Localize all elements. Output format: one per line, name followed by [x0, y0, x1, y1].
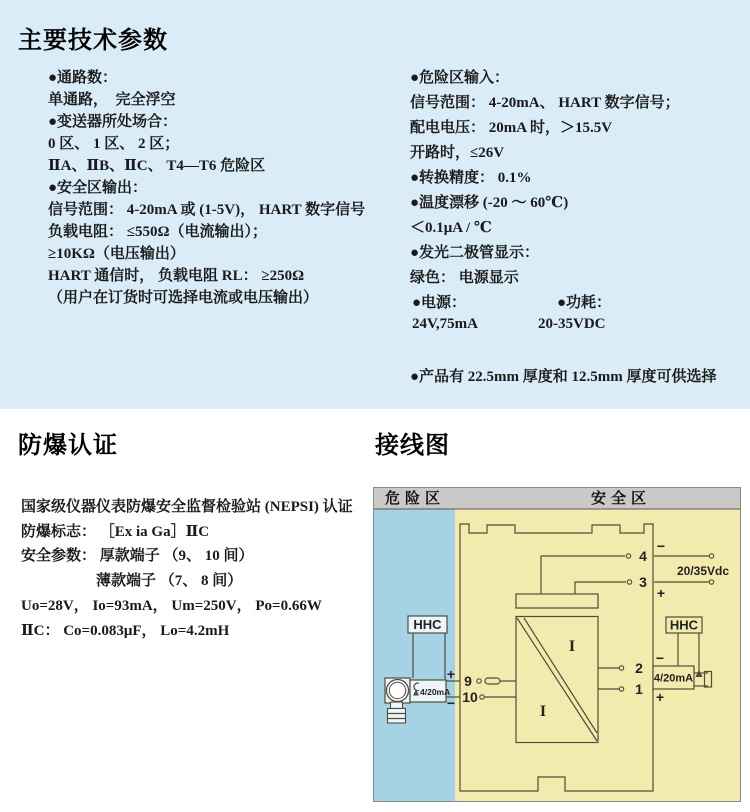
text-line: 负载电阻： ≤550Ω（电流输出）； — [48, 224, 267, 240]
load-minus-sign: − — [655, 650, 665, 666]
transmitter-neck — [391, 702, 403, 709]
power-value: 24V,75mA — [412, 316, 478, 332]
terminal-3-label: 3 — [639, 574, 647, 590]
text-line: ●通路数： — [48, 70, 118, 86]
safe-zone-label: 安全区 — [590, 491, 652, 507]
supply-plus-sign: + — [656, 585, 666, 601]
wiring-section-title: 接线图 — [375, 432, 450, 459]
supply-minus-sign: − — [656, 538, 666, 554]
cert-text-block — [21, 495, 371, 643]
wiring-diagram-svg — [373, 487, 741, 802]
power-consumption-labels-row — [410, 291, 740, 316]
text-line: ●变送器所处场合： — [48, 114, 178, 130]
consumption-value: 20-35VDC — [538, 316, 606, 332]
text-line: 单通路， 完全浮空 — [48, 92, 176, 108]
thickness-note: ●产品有 22.5mm 厚度和 12.5mm 厚度可供选择 — [410, 369, 717, 385]
consumption-label: ●功耗： — [557, 295, 612, 311]
text-line: 配电电压： 20mA 时，＞15.5V — [410, 120, 613, 136]
hazard-zone — [374, 509, 455, 801]
terminal-2-label: 2 — [635, 660, 643, 676]
terminal-9-label: 9 — [464, 673, 472, 689]
page-title: 主要技术参数 — [18, 27, 168, 54]
text-line: 绿色： 电源显示 — [410, 270, 519, 286]
text-line: （用户在订货时可选择电流或电压输出） — [48, 290, 319, 306]
transmitter-base — [388, 709, 406, 724]
terminal-10-label: 10 — [462, 689, 478, 705]
text-line: HART 通信时， 负载电阻 RL： ≥250Ω — [48, 268, 305, 284]
current-symbol-top: I — [568, 638, 576, 655]
wiring-diagram — [373, 487, 741, 802]
hhc-right-label: HHC — [669, 617, 699, 633]
text-line: 开路时，≤26V — [410, 145, 505, 161]
text-line: 防爆标志： ［Ex ia Ga］ⅡC — [21, 523, 210, 540]
input-plus-sign: + — [446, 666, 456, 682]
current-symbol-bottom: I — [539, 703, 547, 720]
text-line: 信号范围： 4-20mA、 HART 数字信号； — [410, 95, 680, 111]
text-line: 安全参数： 厚款端子 （9、 10 间） — [21, 548, 254, 565]
text-line: ●危险区输入： — [410, 70, 510, 86]
text-line: 0 区、 1 区、 2 区； — [48, 136, 180, 152]
text-line: ●安全区输出： — [48, 180, 148, 196]
text-line: 信号范围： 4-20mA 或 (1-5V)， HART 数字信号 — [48, 202, 366, 218]
load-plus-sign: + — [655, 689, 665, 705]
cert-section-title: 防爆认证 — [18, 432, 118, 459]
tech-params-right-column — [410, 66, 740, 291]
transmitter-signal-label: 4/20mA — [420, 687, 451, 697]
text-line: ＜0.1μA / ℃ — [410, 220, 492, 236]
input-minus-sign: − — [446, 695, 456, 711]
text-line: ⅡC： Co=0.083μF， Lo=4.2mH — [21, 622, 230, 639]
text-line: 国家级仪器仪表防爆安全监督检验站 (NEPSI) 认证 — [21, 499, 353, 515]
text-line: ⅡA、ⅡB、ⅡC、 T4—T6 危险区 — [48, 158, 266, 174]
power-label: ●电源： — [412, 295, 467, 311]
text-line: ●温度漂移 (-20 ～ 60℃) — [410, 195, 569, 211]
text-line: 薄款端子 （7、 8 间） — [21, 573, 243, 590]
tech-params-left-column — [48, 67, 403, 309]
hhc-left-label: HHC — [413, 617, 442, 632]
text-line: ●转换精度： 0.1% — [410, 170, 532, 186]
hazard-zone-label: 危险区 — [384, 491, 446, 507]
terminal-1-label: 1 — [635, 681, 643, 697]
supply-voltage-label: 20/35Vdc — [676, 564, 730, 578]
load-signal-label: 4/20mA — [653, 672, 694, 685]
terminal-4-label: 4 — [639, 548, 647, 564]
text-line: ●发光二极管显示： — [410, 245, 540, 261]
power-consumption-values-row — [410, 316, 740, 341]
text-line: ≥10KΩ（电压输出） — [48, 246, 185, 262]
text-line: Uo=28V， Io=93mA， Um=250V， Po=0.66W — [21, 597, 322, 614]
